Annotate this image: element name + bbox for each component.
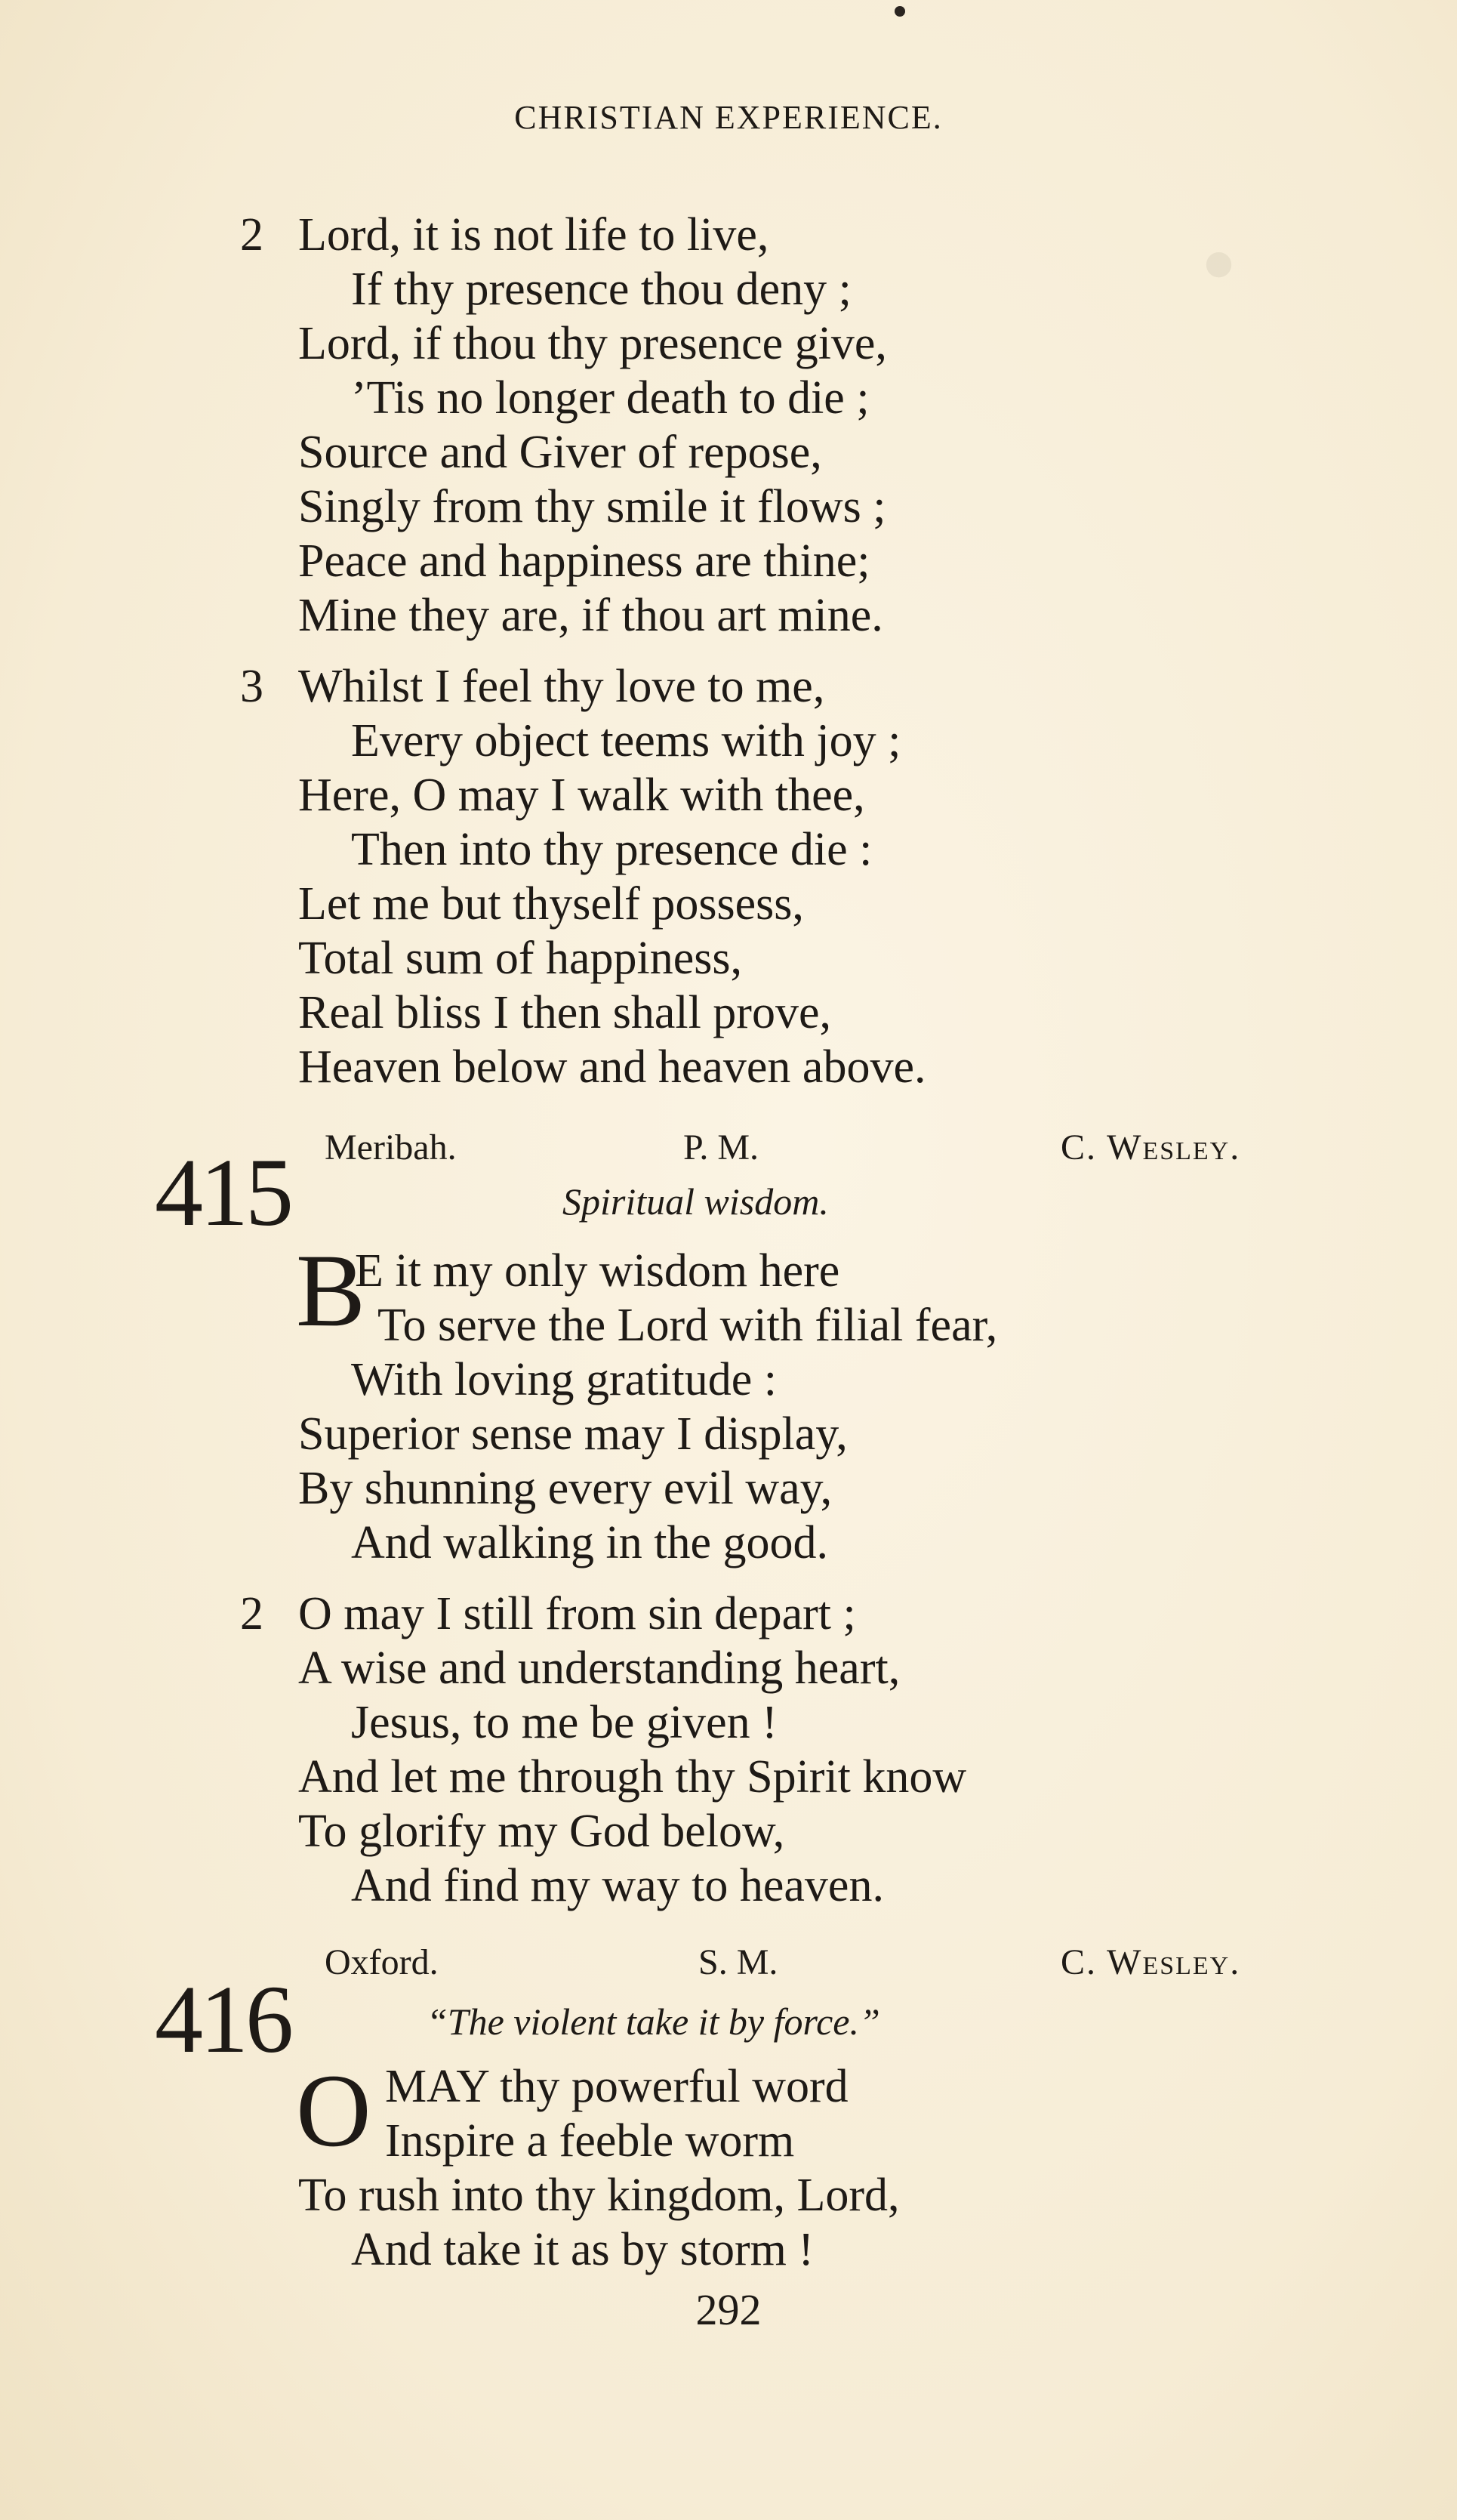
verse-line: O may I still from sin depart ; bbox=[298, 1588, 856, 1639]
hymn-subtitle: Spiritual wisdom. bbox=[562, 1180, 829, 1223]
verse-line: Superior sense may I display, bbox=[298, 1408, 848, 1460]
verse-number: 3 bbox=[240, 661, 263, 712]
verse-number: 2 bbox=[240, 209, 263, 261]
verse-line: And find my way to heaven. bbox=[351, 1860, 884, 1911]
tune-name: Meribah. bbox=[325, 1127, 457, 1167]
tune-name: Oxford. bbox=[325, 1942, 439, 1982]
verse-line: Singly from thy smile it flows ; bbox=[298, 481, 886, 532]
verse-line: ’Tis no longer death to die ; bbox=[351, 372, 870, 424]
meter: S. M. bbox=[698, 1942, 778, 1982]
hymn-number: 416 bbox=[155, 1966, 291, 2073]
verse-line: If thy presence thou deny ; bbox=[351, 264, 852, 315]
verse-line: And take it as by storm ! bbox=[351, 2224, 815, 2275]
verse-line: And let me through thy Spirit know bbox=[298, 1751, 967, 1803]
bleed-through-mark: • bbox=[1200, 206, 1238, 323]
verse-line: Lord, if thou thy presence give, bbox=[298, 318, 887, 369]
author: C. Wesley. bbox=[1061, 1942, 1241, 1982]
verse-line: A wise and understanding heart, bbox=[298, 1642, 901, 1694]
author: C. Wesley. bbox=[1061, 1127, 1241, 1167]
verse-line: To serve the Lord with filial fear, bbox=[377, 1300, 998, 1351]
verse-line: To rush into thy kingdom, Lord, bbox=[298, 2170, 900, 2221]
verse-line: Peace and happiness are thine; bbox=[298, 535, 870, 587]
verse-line: With loving gratitude : bbox=[351, 1354, 778, 1405]
verse-line: Inspire a feeble worm bbox=[385, 2115, 795, 2167]
verse-line: Real bliss I then shall prove, bbox=[298, 987, 831, 1038]
verse-line: MAY thy powerful word bbox=[385, 2061, 849, 2112]
verse-number: 2 bbox=[240, 1588, 263, 1639]
meter: P. M. bbox=[683, 1127, 759, 1167]
verse-line: To glorify my God below, bbox=[298, 1806, 785, 1857]
verse-line: Jesus, to me be given ! bbox=[351, 1697, 778, 1748]
verse-line: E it my only wisdom here bbox=[355, 1245, 840, 1297]
verse-line: Every object teems with joy ; bbox=[351, 715, 901, 766]
drop-cap: B bbox=[296, 1232, 366, 1348]
verse-line: Source and Giver of repose, bbox=[298, 427, 822, 478]
verse-line: Whilst I feel thy love to me, bbox=[298, 661, 825, 712]
hymn-subtitle: “The violent take it by force.” bbox=[427, 2000, 880, 2043]
verse-line: By shunning every evil way, bbox=[298, 1463, 833, 1514]
verse-line: And walking in the good. bbox=[351, 1517, 828, 1568]
drop-cap: O bbox=[296, 2053, 371, 2168]
verse-line: Here, O may I walk with thee, bbox=[298, 770, 865, 821]
verse-line: Total sum of happiness, bbox=[298, 933, 743, 984]
verse-line: Mine they are, if thou art mine. bbox=[298, 590, 883, 641]
ink-dot bbox=[895, 6, 905, 17]
hymn-number: 415 bbox=[155, 1139, 291, 1246]
verse-line: Heaven below and heaven above. bbox=[298, 1041, 926, 1093]
verse-line: Lord, it is not life to live, bbox=[298, 209, 769, 261]
page-number: 292 bbox=[695, 2285, 762, 2334]
verse-line: Let me but thyself possess, bbox=[298, 878, 804, 930]
running-head: CHRISTIAN EXPERIENCE. bbox=[514, 99, 943, 136]
verse-line: Then into thy presence die : bbox=[351, 824, 873, 875]
